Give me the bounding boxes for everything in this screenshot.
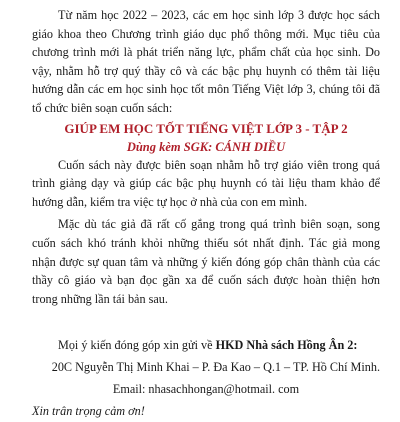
contact-block — [32, 334, 380, 400]
purpose-paragraph: Cuốn sách này được biên soạn nhằm hỗ trợ giáo viên trong quá trình giảng dạy và giúp các bậc phụ huynh có tài liệu tham khảo để hướng dẫn, kiểm tra việc tự học ở nhà của con em mình. — [32, 157, 380, 209]
apology-paragraph: Mặc dù tác giả đã rất cố gắng trong quá trình biên soạn, song cuốn sách khó tránh khỏi những thiếu sót nhất định. Tác giả mong nhận được sự quan tâm và những ý kiến đóng góp chân thành của các thầy cô giáo và bạn đọc gần xa để cuốn sách được hoàn thiện hơn trong những lần tái bản sau. — [32, 217, 380, 306]
contact-intro — [32, 334, 380, 356]
publisher-email: Email: nhasachhongan@hotmail. com — [112, 382, 300, 397]
publisher-address: 20C Nguyễn Thị Minh Khai – P. Đa Kao – Q.1 – TP. Hồ Chí Minh. — [51, 360, 380, 375]
publisher-name: HKD Nhà sách Hồng Ân 2: — [215, 338, 358, 353]
book-title: GIÚP EM HỌC TỐT TIẾNG VIỆT LỚP 3 - TẬP 2 — [64, 120, 348, 136]
contact-intro-text: Mọi ý kiến đóng góp xin gửi về — [58, 338, 216, 353]
closing-line: Xin trân trọng cảm ơn! — [32, 404, 145, 419]
book-subtitle: Dùng kèm SGK: CÁNH DIỀU — [126, 139, 286, 154]
intro-paragraph: Từ năm học 2022 – 2023, các em học sinh lớp 3 được học sách giáo khoa theo Chương trình giáo dục phổ thông mới. Mục tiêu của chương trình mới là phát triển năng lực, phẩm chất của học sinh. Do vậy, nhằm hỗ trợ quý thầy cô và các bậc phụ huynh có thêm tài liệu hướng dẫn các em học sinh học tốt môn Tiếng Việt lớp 3, chúng tôi đã tổ chức biên soạn cuốn sách: — [32, 8, 380, 115]
